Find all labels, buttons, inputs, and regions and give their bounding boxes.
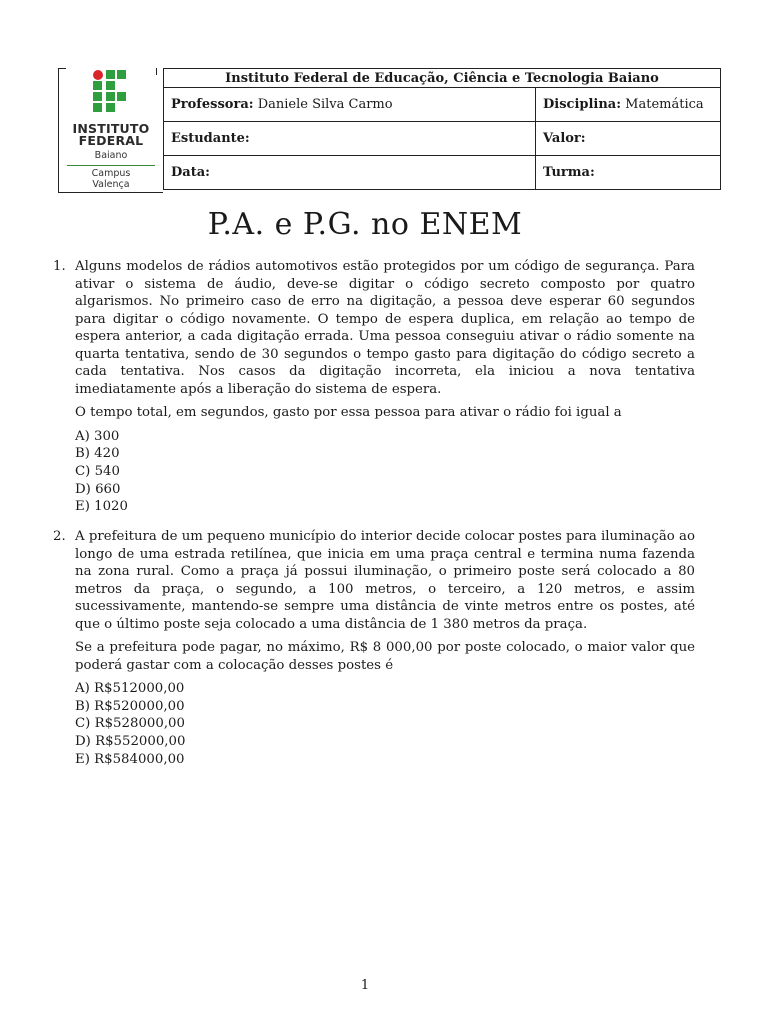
institution-name: Instituto Federal de Educação, Ciência e Tecnologia Baiano [164, 69, 721, 88]
option-b: B) R$520000,00 [75, 698, 185, 714]
question-stem: Se a prefeitura pode pagar, no máximo, R$ 8 000,00 por poste colocado, o maior valor que poderá gastar com a colocação desses postes é [75, 640, 695, 673]
professor-cell [164, 88, 536, 122]
option-d: D) 660 [75, 481, 121, 497]
option-c: C) R$528000,00 [75, 716, 185, 732]
discipline-value: Matemática [625, 97, 704, 112]
question-number: 2. [53, 529, 66, 544]
logo-campus-line2: Valença [92, 179, 130, 190]
option-c: C) 540 [75, 463, 120, 479]
option-a: A) 300 [75, 428, 120, 444]
institute-logo-icon [89, 68, 137, 118]
value-cell [536, 122, 721, 156]
logo-campus-line1: Campus [91, 168, 131, 179]
header-block [58, 68, 721, 193]
date-cell [164, 156, 536, 190]
question-stem: O tempo total, em segundos, gasto por essa pessoa para ativar o rádio foi igual a [75, 405, 622, 420]
option-b: B) 420 [75, 446, 120, 462]
professor-value: Daniele Silva Carmo [257, 97, 393, 112]
logo-subtitle: Baiano [94, 150, 128, 161]
logo-title-line1: INSTITUTO [72, 121, 150, 136]
date-label: Data: [171, 165, 210, 180]
question-body [75, 528, 695, 768]
option-a: A) R$512000,00 [75, 681, 185, 696]
professor-label: Professora: [171, 97, 254, 112]
question-text: Alguns modelos de rádios automotivos estão protegidos por um código de segurança. Para ativar o sistema de áudio, deve-se digitar o código secreto composto por quatro algarismos. No primeiro caso de erro na digitação, a pessoa deve esperar 60 segundos para digitar o código novamente. O tempo de espera duplica, em relação ao tempo de espera anterior, a cada digitação errada. Uma pessoa conseguiu ativar o rádio somente na quarta tentativa, sendo de 30 segundos o tempo gasto para digitação do código secreto a cada tentativa. Nos casos da digitação incorreta, ela iniciou a nova tentativa imediatamente após a liberação do sistema de espera. [75, 259, 695, 397]
option-e: E) R$584000,00 [75, 751, 185, 767]
discipline-label: Disciplina: [543, 97, 622, 112]
page-title: P.A. e P.G. no ENEM [207, 207, 523, 242]
logo-divider [67, 165, 155, 166]
value-label: Valor: [543, 131, 586, 146]
logo-title-line2: FEDERAL [78, 133, 144, 148]
option-e: E) 1020 [75, 499, 128, 515]
question-text: A prefeitura de um pequeno município do interior decide colocar postes para iluminação ao longo de uma estrada retilínea, que inicia em uma praça central e termina numa fazenda na zona rural. Como a praça já possui iluminação, o primeiro poste será colocado a 80 metros da praça, o segundo, a 100 metros, o terceiro, a 120 metros, e assim sucessivamente, mantendo-se sempre uma distância de vinte metros entre os postes, até que o último poste seja colocado a uma distância de 1 380 metros da praça. [75, 529, 695, 632]
discipline-cell [536, 88, 721, 122]
option-d: D) R$552000,00 [75, 734, 186, 750]
student-cell [164, 122, 536, 156]
class-cell [536, 156, 721, 190]
page-number: 1 [360, 978, 370, 993]
student-label: Estudante: [171, 131, 250, 146]
question-number: 1. [53, 259, 66, 274]
options-list [75, 428, 695, 516]
question-body [75, 258, 695, 516]
logo-cell [58, 68, 163, 193]
header-info-table [163, 68, 721, 190]
class-label: Turma: [543, 165, 595, 180]
options-list [75, 680, 695, 768]
